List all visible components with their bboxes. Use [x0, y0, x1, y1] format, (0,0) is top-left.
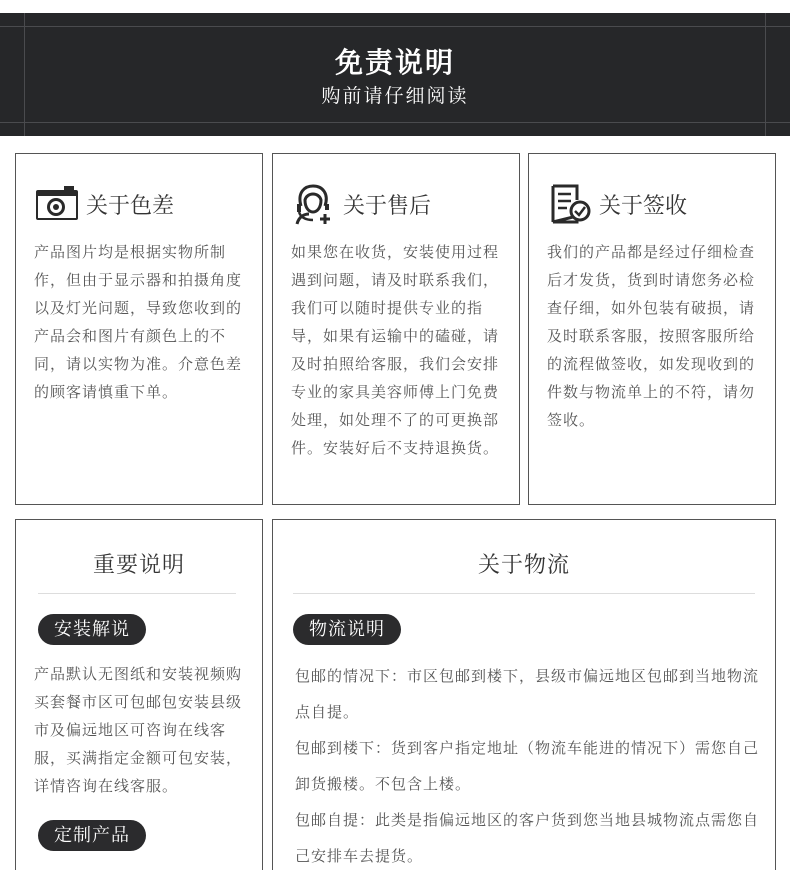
card-color-difference: [15, 153, 263, 505]
card-after-sales: [272, 153, 520, 505]
camera-icon: [34, 182, 80, 226]
custom-pill: 定制产品: [38, 820, 146, 851]
card-title: 关于签收: [599, 193, 688, 219]
logistics-paragraph: 包邮到楼下：货到客户指定地址（物流车能进的情况下）需您自己卸货搬楼。不包含上楼。: [295, 739, 760, 793]
page-title: 免责说明: [334, 46, 455, 79]
section-title: 关于物流: [477, 553, 570, 578]
card-header: [34, 182, 174, 226]
card-header: [547, 182, 687, 226]
headset-icon: [291, 182, 337, 226]
logistics-pill: 物流说明: [293, 614, 401, 645]
logistics-paragraph: 包邮自提：此类是指偏远地区的客户货到您当地县城物流点需您自己安排车去提货。: [295, 811, 760, 865]
install-pill: 安装解说: [38, 614, 146, 645]
card-logistics: [272, 519, 776, 870]
card-receipt: [528, 153, 776, 505]
logistics-body: [295, 658, 761, 870]
card-title: 关于售后: [343, 193, 432, 219]
page-subtitle: 购前请仔细阅读: [321, 85, 469, 107]
card-body: 产品图片均是根据实物所制作，但由于显示器和拍摄角度以及灯光问题，导致您收到的产品会和图片有颜色上的不同，请以实物为准。介意色差的顾客请慎重下单。: [34, 243, 243, 401]
document-check-icon: [547, 182, 593, 226]
section-title: 重要说明: [92, 553, 185, 578]
card-header: [291, 182, 431, 226]
divider: [293, 593, 755, 594]
card-body: 如果您在收货，安装使用过程遇到问题，请及时联系我们，我们可以随时提供专业的指导，如果有运输中的磕碰，请及时拍照给客服，我们会安排专业的家具美容师傅上门免费处理，如处理不了的可更换部件。安装好后不支持退换货。: [291, 243, 500, 457]
banner-frame-line: [0, 122, 790, 123]
card-title: 关于色差: [86, 193, 175, 219]
install-text: 产品默认无图纸和安装视频购买套餐市区可包邮包安装县级市及偏远地区可咨询在线客服，买满指定金额可包安装，详情咨询在线客服。: [34, 665, 243, 795]
card-important: [15, 519, 263, 870]
banner-frame-line: [0, 26, 790, 27]
divider: [38, 593, 236, 594]
logistics-paragraph: 包邮的情况下：市区包邮到楼下，县级市偏远地区包邮到当地物流点自提。: [295, 667, 760, 721]
card-body: 我们的产品都是经过仔细检查后才发货，货到时请您务必检查仔细，如外包装有破损，请及时联系客服，按照客服所给的流程做签收，如发现收到的件数与物流单上的不符，请勿签收。: [547, 243, 756, 429]
header-banner: [0, 13, 790, 136]
